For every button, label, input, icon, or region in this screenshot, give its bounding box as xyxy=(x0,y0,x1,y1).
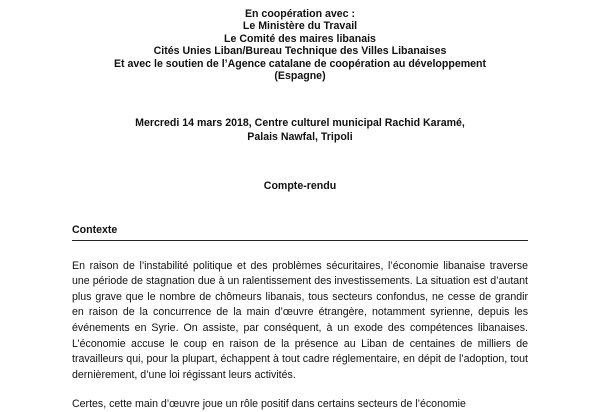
support-country: (Espagne) xyxy=(274,70,326,83)
event-details xyxy=(0,116,600,144)
partner-mayors-committee: Le Comité des maires libanais xyxy=(224,32,376,45)
section-heading-contexte: Contexte xyxy=(72,224,528,241)
event-date-line: Mercredi 14 mars 2018, Centre culturel municipal Rachid Karamé, xyxy=(135,117,465,129)
cooperation-intro: En coopération avec : xyxy=(244,8,356,20)
context-paragraph-2: Certes, cette main d’œuvre joue un rôle positif dans certains secteurs de l’économie xyxy=(72,397,466,410)
context-paragraph-1: En raison de l’instabilité politique et des problèmes sécuritaires, l’économie libanaise traverse une période de stagnation due à un ralentissement des investissements. La situation est d’autant plus grave que le nombre de chômeurs libanais, tous secteurs confondus, ne cesse de grandir en raison de la concurrence de la main d’œuvre étrangère, notamment syrienne, depuis les événements en Syrie. On assiste, par conséquent, à un exode des compétences libanaises. L’économie accuse le coup en raison de la présence au Liban de centaines de milliers de travailleurs qui, pour la plupart, échappent à tout cadre réglementaire, en dépit de l’adoption, tout dernièrement, d’une loi régissant leurs activités. xyxy=(72,259,528,381)
event-place-line: Palais Nawfal, Tripoli xyxy=(247,131,353,143)
cooperation-header xyxy=(0,8,600,82)
partner-cites-unies: Cités Unies Liban/Bureau Technique des Villes Libanaises xyxy=(153,45,447,58)
support-line: Et avec le soutien de l’Agence catalane de coopération au développement xyxy=(113,57,487,70)
document-title: Compte-rendu xyxy=(263,180,337,192)
partner-ministry: Le Ministère du Travail xyxy=(242,20,358,33)
